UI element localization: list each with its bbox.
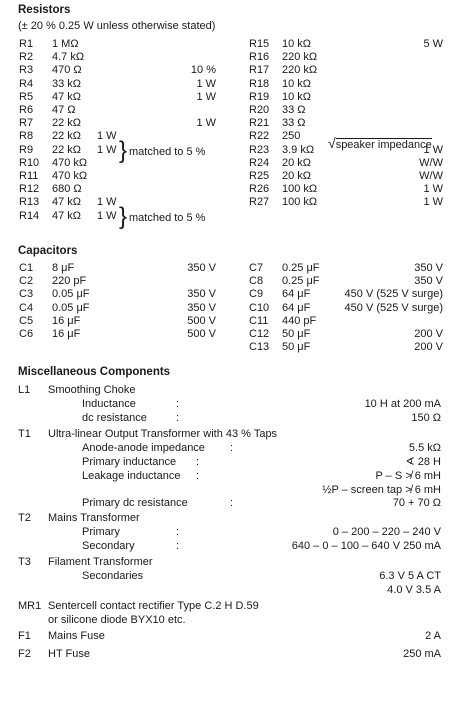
component-ref: R15 xyxy=(249,38,270,50)
matched-note-r8-r9: matched to 5 % xyxy=(129,146,206,158)
l1-ref: L1 xyxy=(18,384,31,396)
component-rating: 450 V (525 V surge) xyxy=(344,301,443,314)
t3-secondaries-value-2: 4.0 V 3.5 A xyxy=(387,584,441,596)
component-value: 0.25 μF xyxy=(282,275,320,288)
component-rating: W/W xyxy=(419,156,443,169)
t2-secondary-label: Secondary xyxy=(82,540,135,552)
t3-ref: T3 xyxy=(18,556,31,568)
component-rating: 1 W xyxy=(196,117,216,130)
t1-pdc-value: 70 + 70 Ω xyxy=(392,497,441,509)
t2-primary-label: Primary xyxy=(82,526,120,538)
component-ref: C2 xyxy=(19,275,34,288)
component-value: 1 MΩ xyxy=(52,38,79,50)
l1-inductance-label: Inductance xyxy=(82,398,136,410)
component-value: 3.9 kΩ xyxy=(282,143,315,156)
component-value: 100 kΩ xyxy=(282,183,318,196)
component-value: 50 μF xyxy=(282,341,311,354)
component-value: 47 kΩ xyxy=(52,209,82,222)
component-value: 250 xyxy=(282,130,301,143)
component-ref: R27 xyxy=(249,196,270,209)
component-rating: 1 W xyxy=(423,196,443,209)
component-ref: R4 xyxy=(19,77,34,90)
component-rating: 200 V xyxy=(414,328,443,340)
t3-secondaries-value-1: 6.3 V 5 A CT xyxy=(379,570,441,582)
component-rating: 350 V xyxy=(414,262,443,274)
misc-heading: Miscellaneous Components xyxy=(18,366,171,378)
component-ref: R5 xyxy=(19,90,34,103)
brace-r13-r14: } xyxy=(119,203,128,230)
component-value: 22 kΩ xyxy=(52,130,82,143)
component-power: 1 W xyxy=(97,130,117,143)
l1-dcres-label: dc resistance xyxy=(82,412,147,424)
component-value: 0.25 μF xyxy=(282,262,320,274)
component-value: 64 μF xyxy=(282,288,311,301)
component-ref: R25 xyxy=(249,170,270,182)
component-ref: R2 xyxy=(19,51,34,64)
component-ref: R1 xyxy=(19,38,34,50)
component-ref: R8 xyxy=(19,130,34,143)
brace-r8-r9: } xyxy=(119,137,128,164)
component-value: 33 Ω xyxy=(282,117,306,130)
component-ref: R3 xyxy=(19,64,34,77)
component-rating: 350 V xyxy=(187,301,216,314)
t1-pdc-label: Primary dc resistance xyxy=(82,497,188,509)
component-value: 680 Ω xyxy=(52,183,82,196)
component-value: 10 kΩ xyxy=(282,38,312,50)
component-value: 100 kΩ xyxy=(282,196,318,209)
l1-inductance-value: 10 H at 200 mA xyxy=(364,398,441,410)
component-value: 8 μF xyxy=(52,262,75,274)
component-ref: R12 xyxy=(19,183,40,196)
component-value: 4.7 kΩ xyxy=(52,51,85,64)
resistors-note: (± 20 % 0.25 W unless otherwise stated) xyxy=(18,20,216,32)
component-rating: 450 V (525 V surge) xyxy=(344,288,443,301)
component-ref: R16 xyxy=(249,51,270,64)
component-rating: 5 W xyxy=(423,38,443,50)
component-rating: 10 % xyxy=(190,64,216,77)
component-ref: R26 xyxy=(249,183,270,196)
capacitors-heading: Capacitors xyxy=(18,245,78,257)
component-rating: 500 V xyxy=(187,328,216,340)
component-ref: C6 xyxy=(19,328,34,340)
component-rating: 350 V xyxy=(187,262,216,274)
component-rating: 500 V xyxy=(187,314,216,327)
t1-aa-value: 5.5 kΩ xyxy=(408,442,441,454)
component-value: 20 kΩ xyxy=(282,170,312,182)
component-value: 220 pF xyxy=(52,275,87,288)
t2-secondary-value: 640 – 0 – 100 – 640 V 250 mA xyxy=(291,540,441,552)
t1-pi-colon: : xyxy=(196,456,200,468)
f1-name: Mains Fuse xyxy=(48,630,105,642)
component-ref: R11 xyxy=(19,170,39,182)
t1-leak-label: Leakage inductance xyxy=(82,470,181,482)
t2-name: Mains Transformer xyxy=(48,512,140,524)
component-rating: 350 V xyxy=(414,275,443,288)
component-rating: 350 V xyxy=(187,288,216,301)
component-ref: R18 xyxy=(249,77,270,90)
component-ref: R23 xyxy=(249,143,270,156)
component-ref: C5 xyxy=(19,314,34,327)
component-ref: R14 xyxy=(19,209,40,222)
component-ref: R6 xyxy=(19,104,34,116)
component-ref: C4 xyxy=(19,301,34,314)
component-ref: R17 xyxy=(249,64,270,77)
component-value: 440 pF xyxy=(282,314,317,327)
component-rating: W/W xyxy=(419,170,443,182)
f1-ref: F1 xyxy=(18,630,31,642)
t1-name: Ultra-linear Output Transformer with 43 % Taps xyxy=(48,428,278,440)
t2-ref: T2 xyxy=(18,512,31,524)
component-rating: 200 V xyxy=(414,341,443,354)
component-ref: C12 xyxy=(249,328,270,340)
component-value: 470 Ω xyxy=(52,64,82,77)
component-value: 0.05 μF xyxy=(52,288,90,301)
component-value: 64 μF xyxy=(282,301,311,314)
component-value: 22 kΩ xyxy=(52,143,82,156)
component-value: 22 kΩ xyxy=(52,117,82,130)
component-ref: C9 xyxy=(249,288,264,301)
mr1-ref: MR1 xyxy=(18,600,42,612)
component-ref: R21 xyxy=(249,117,270,130)
f1-value: 2 A xyxy=(425,630,441,642)
component-value: 0.05 μF xyxy=(52,301,90,314)
component-power: 1 W xyxy=(97,143,117,156)
t1-leak-value: P – S ≯ 6 mH xyxy=(375,470,441,482)
component-value: 33 kΩ xyxy=(52,77,82,90)
component-ref: R20 xyxy=(249,104,270,116)
t1-ref: T1 xyxy=(18,428,31,440)
f2-value: 250 mA xyxy=(403,648,441,660)
component-value: 20 kΩ xyxy=(282,156,312,169)
component-ref: C11 xyxy=(249,314,269,327)
f2-name: HT Fuse xyxy=(48,648,90,660)
t3-secondaries-label: Secondaries xyxy=(82,570,144,582)
component-value: 470 kΩ xyxy=(52,170,88,182)
component-rating: 1 W xyxy=(423,143,443,156)
t3-name: Filament Transformer xyxy=(48,556,153,568)
component-ref: R22 xyxy=(249,130,270,143)
component-rating: 1 W xyxy=(196,77,216,90)
component-ref: C1 xyxy=(19,262,34,274)
component-ref: R24 xyxy=(249,156,270,169)
mr1-line2: or silicone diode BYX10 etc. xyxy=(48,614,186,626)
matched-note-r13-r14: matched to 5 % xyxy=(129,212,206,224)
component-ref: R9 xyxy=(19,143,34,156)
mr1-line1: Sentercell contact rectifier Type C.2 H D.59 xyxy=(48,600,259,612)
t1-pi-value: ∢ 28 H xyxy=(405,456,441,468)
component-value: 47 kΩ xyxy=(52,90,82,103)
t1-leak-colon: : xyxy=(196,470,200,482)
component-ref: C8 xyxy=(249,275,264,288)
component-value: 10 kΩ xyxy=(282,77,312,90)
l1-name: Smoothing Choke xyxy=(48,384,136,396)
component-rating: 1 W xyxy=(196,90,216,103)
l1-inductance-colon: : xyxy=(176,398,180,410)
component-value: 47 Ω xyxy=(52,104,76,116)
component-value: 220 kΩ xyxy=(282,51,318,64)
component-ref: C10 xyxy=(249,301,270,314)
t2-secondary-colon: : xyxy=(176,540,180,552)
component-value: 47 kΩ xyxy=(52,196,82,209)
component-ref: C7 xyxy=(249,262,264,274)
component-ref: R19 xyxy=(249,90,270,103)
component-value: 220 kΩ xyxy=(282,64,318,77)
component-ref: R13 xyxy=(19,196,40,209)
component-ref: C3 xyxy=(19,288,34,301)
t1-pdc-colon: : xyxy=(230,497,234,509)
t1-aa-colon: : xyxy=(230,442,234,454)
l1-dcres-colon: : xyxy=(176,412,180,424)
l1-dcres-value: 150 Ω xyxy=(411,412,441,424)
t1-pi-label: Primary inductance xyxy=(82,456,177,468)
component-value: 16 μF xyxy=(52,328,81,340)
t2-primary-value: 0 – 200 – 220 – 240 V xyxy=(332,526,441,538)
component-power: 1 W xyxy=(97,196,117,209)
component-value: 470 kΩ xyxy=(52,156,88,169)
t1-aa-label: Anode-anode impedance xyxy=(82,442,205,454)
component-value: 16 μF xyxy=(52,314,81,327)
component-rating: 1 W xyxy=(423,183,443,196)
t1-leak-value-2: ½P – screen tap ≯ 6 mH xyxy=(322,484,441,496)
resistors-heading: Resistors xyxy=(18,4,71,16)
component-value: 10 kΩ xyxy=(282,90,312,103)
component-value: 33 Ω xyxy=(282,104,306,116)
t2-primary-colon: : xyxy=(176,526,180,538)
component-ref: C13 xyxy=(249,341,270,354)
f2-ref: F2 xyxy=(18,648,31,660)
component-ref: R7 xyxy=(19,117,34,130)
sqrt-speaker-impedance: √speaker impedance xyxy=(328,135,432,151)
component-ref: R10 xyxy=(19,156,40,169)
component-power: 1 W xyxy=(97,209,117,222)
component-value: 50 μF xyxy=(282,328,311,340)
sqrt-label: speaker impedance xyxy=(335,139,432,151)
